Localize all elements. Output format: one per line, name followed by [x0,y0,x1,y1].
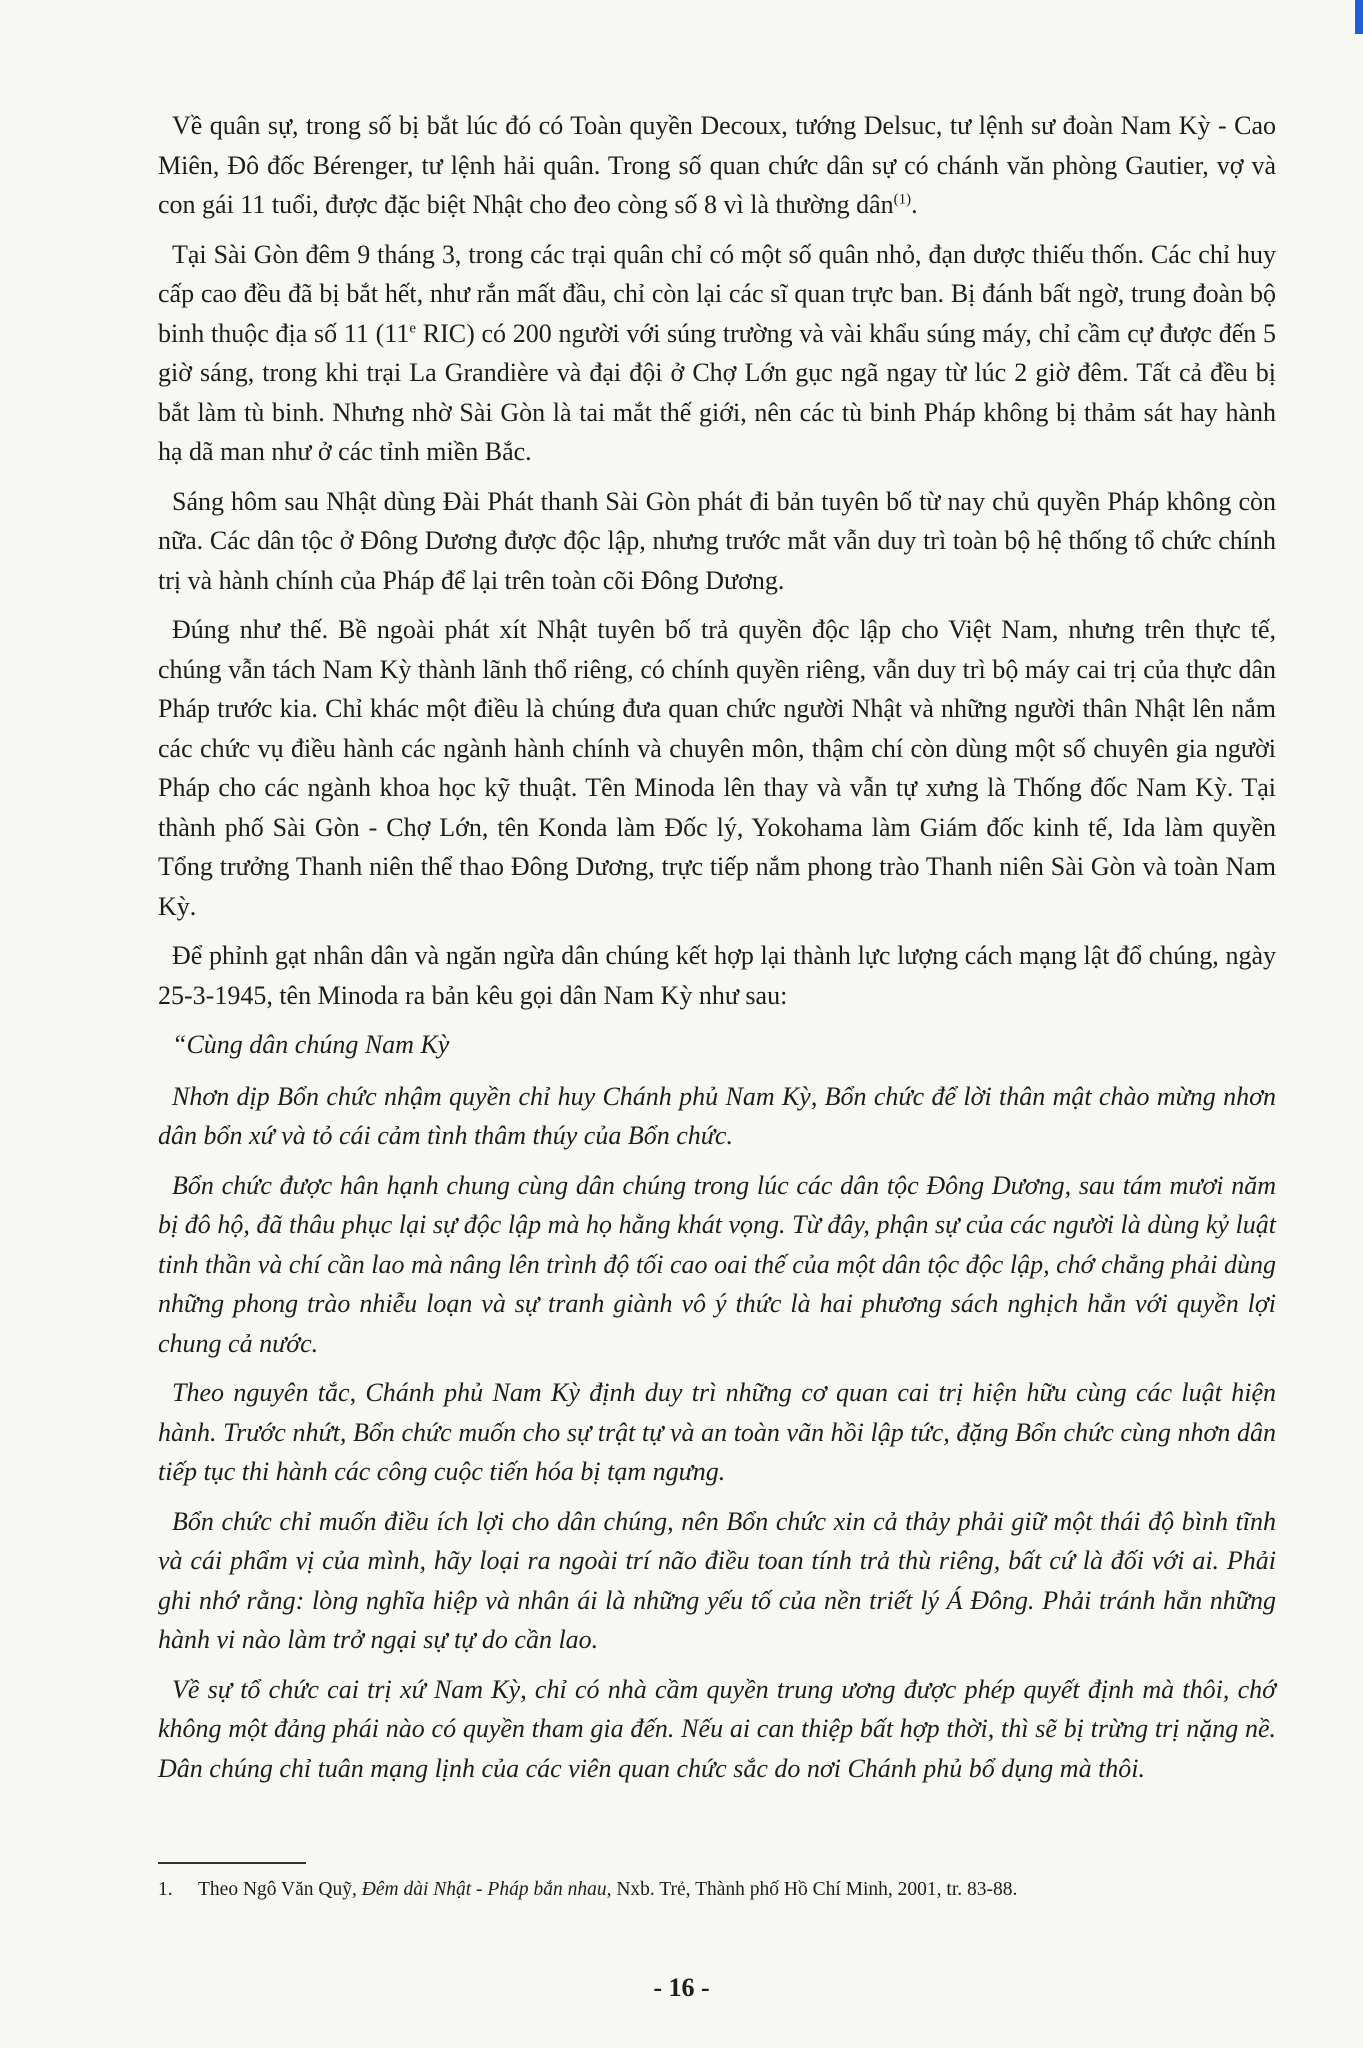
page-body [158,106,1276,1798]
footnote-reference[interactable]: (1) [893,191,912,208]
paragraph-1-end: . [911,190,918,219]
page-number: - 16 - [653,1973,710,2002]
paragraph-1 [158,106,1276,225]
footnote-divider [158,1862,306,1864]
footnote-suffix: , Nxb. Trẻ, Thành phố Hồ Chí Minh, 2001, tr. 83-88. [606,1879,1018,1900]
paragraph-1-text: Về quân sự, trong số bị bắt lúc đó có Toàn quyền Decoux, tướng Delsuc, tư lệnh sư đoàn Nam Kỳ - Cao Miên, Đô đốc Bérenger, tư lệnh hải quân. Trong số quan chức dân sự có chánh văn phòng Gautier, vợ và con gái 11 tuổi, được đặc biệt Nhật cho đeo còng số 8 vì là thường dân [158,111,1276,219]
ordinal-superscript: e [409,319,416,336]
paragraph-2-text: Tại Sài Gòn đêm 9 tháng 3, trong các trại quân chỉ có một số quân nhỏ, đạn dược thiếu thốn. Các chỉ huy cấp cao đều đã bị bắt hết, như rắn mất đầu, chỉ còn lại các sĩ quan trực ban. Bị đánh bất ngờ, trung đoàn bộ binh thuộc địa số 11 (11 [158,239,1276,348]
footnote-number: 1. [158,1879,173,1900]
scan-edge-mark [1355,0,1363,34]
paragraph-5: Để phỉnh gạt nhân dân và ngăn ngừa dân chúng kết hợp lại thành lực lượng cách mạng lật đổ chúng, ngày 25-3-1945, tên Minoda ra bản kêu gọi dân Nam Kỳ như sau: [158,941,1276,1010]
quote-paragraph-4: Bổn chức chỉ muốn điều ích lợi cho dân chúng, nên Bổn chức xin cả thảy phải giữ một thái độ bình tĩnh và cái phẩm vị của mình, hãy loại ra ngoài trí não điều toan tính trả thù riêng, bất cứ là đối với ai. Phải ghi nhớ rằng: lòng nghĩa hiệp và nhân ái là những yếu tố của nền triết lý Á Đông. Phải tránh hẳn những hành vi nào làm trở ngại sự tự do cần lao. [158,1506,1276,1654]
paragraph-4: Đúng như thế. Bề ngoài phát xít Nhật tuyên bố trả quyền độc lập cho Việt Nam, nhưng trên thực tế, chúng vẫn tách Nam Kỳ thành lãnh thổ riêng, có chính quyền riêng, vẫn duy trì bộ máy cai trị của thực dân Pháp trước kia. Chỉ khác một điều là chúng đưa quan chức người Nhật và những người thân Nhật lên nắm các chức vụ điều hành các ngành hành chính và chuyên môn, thậm chí còn dùng một số chuyên gia người Pháp cho các ngành khoa học kỹ thuật. Tên Minoda lên thay và vẫn tự xưng là Thống đốc Nam Kỳ. Tại thành phố Sài Gòn - Chợ Lớn, tên Konda làm Đốc lý, Yokohama làm Giám đốc kinh tế, Ida làm quyền Tổng trưởng Thanh niên thể thao Đông Dương, trực tiếp nắm phong trào Thanh niên Sài Gòn và toàn Nam Kỳ. [158,615,1276,921]
footnote-prefix: Theo Ngô Văn Quỹ, [198,1879,362,1900]
paragraph-2 [158,235,1276,472]
quote-paragraph-5: Về sự tổ chức cai trị xứ Nam Kỳ, chỉ có nhà cầm quyền trung ương được phép quyết định mà thôi, chớ không một đảng phái nào có quyền tham gia đến. Nếu ai can thiệp bất hợp thời, thì sẽ bị trừng trị nặng nề. Dân chúng chỉ tuân mạng lịnh của các viên quan chức sắc do nơi Chánh phủ bổ dụng mà thôi. [158,1674,1276,1783]
footnote [158,1876,1276,1904]
paragraph-3: Sáng hôm sau Nhật dùng Đài Phát thanh Sài Gòn phát đi bản tuyên bố từ nay chủ quyền Pháp không còn nữa. Các dân tộc ở Đông Dương được độc lập, nhưng trước mắt vẫn duy trì toàn bộ hệ thống tổ chức chính trị và hành chính của Pháp để lại trên toàn cõi Đông Dương. [158,486,1276,595]
quote-paragraph-1: Nhơn dịp Bổn chức nhậm quyền chỉ huy Chánh phủ Nam Kỳ, Bổn chức để lời thân mật chào mừng nhơn dân bổn xứ và tỏ cái cảm tình thâm thúy của Bổn chức. [158,1081,1276,1150]
quote-paragraph-2: Bổn chức được hân hạnh chung cùng dân chúng trong lúc các dân tộc Đông Dương, sau tám mươi năm bị đô hộ, đã thâu phục lại sự độc lập mà họ hằng khát vọng. Từ đây, phận sự của các người là dùng kỷ luật tinh thần và chí cần lao mà nâng lên trình độ tối cao oai thế của một dân tộc độc lập, chớ chẳng phải dùng những phong trào nhiễu loạn và sự tranh giành vô ý thức là hai phương sách nghịch hẳn với quyền lợi chung cả nước. [158,1170,1276,1358]
quote-salutation: “Cùng dân chúng Nam Kỳ [172,1030,450,1059]
quote-paragraph-3: Theo nguyên tắc, Chánh phủ Nam Kỳ định duy trì những cơ quan cai trị hiện hữu cùng các luật hiện hành. Trước nhứt, Bổn chức muốn cho sự trật tự và an toàn vãn hồi lập tức, đặng Bổn chức cùng nhơn dân tiếp tục thi hành các công cuộc tiến hóa bị tạm ngưng. [158,1378,1276,1486]
paragraph-2-rest: RIC) có 200 người với súng trường và vài khẩu súng máy, chỉ cầm cự được đến 5 giờ sáng, trong khi trại La Grandière và đại đội ở Chợ Lớn gục ngã ngay từ lúc 2 giờ đêm. Tất cả đều bị bắt làm tù binh. Nhưng nhờ Sài Gòn là tai mắt thế giới, nên các tù binh Pháp không bị thảm sát hay hành hạ dã man như ở các tỉnh miền Bắc. [158,318,1276,466]
footnote-source-title: Đêm dài Nhật - Pháp bắn nhau [361,1879,607,1900]
